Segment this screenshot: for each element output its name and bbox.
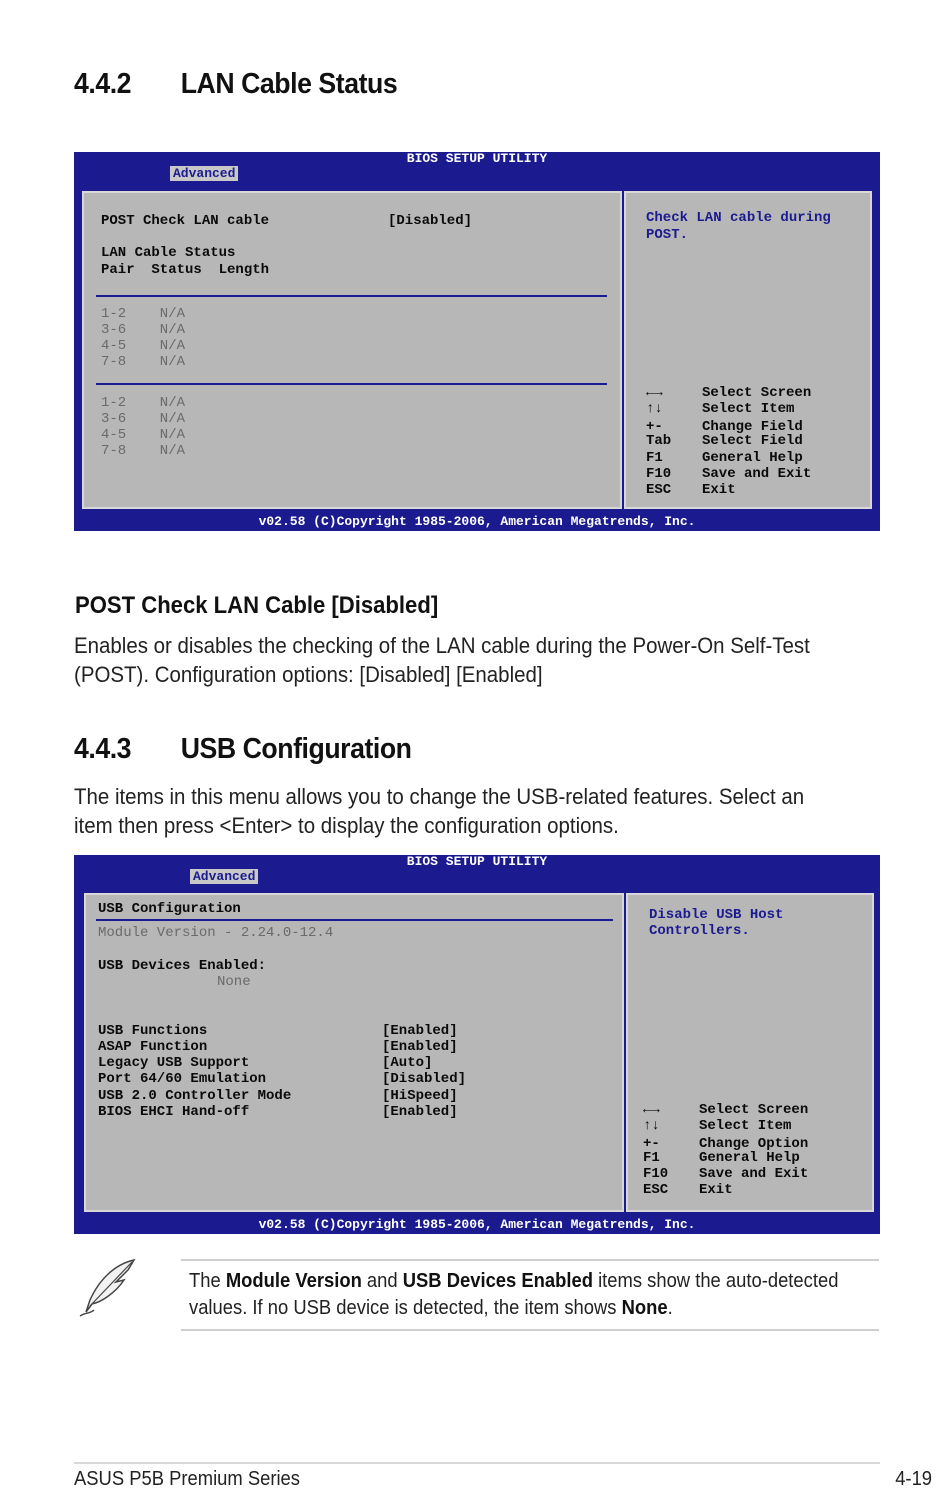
legacy-usb-label[interactable]: Legacy USB Support (98, 1055, 250, 1071)
section-title: LAN Cable Status (180, 68, 398, 100)
body-line: item then press <Enter> to display the configuration options. (74, 813, 619, 838)
key-desc: Change Option (699, 1136, 809, 1152)
pair-row: 1-2 N/A (101, 306, 186, 322)
bios-title: BIOS SETUP UTILITY (406, 151, 548, 166)
footer-product: ASUS P5B Premium Series (74, 1468, 300, 1490)
key-legend-row (643, 1182, 733, 1198)
asap-function-label[interactable]: ASAP Function (98, 1039, 208, 1055)
plus-minus-key: +- (643, 1136, 660, 1152)
arrows-lr-icon: ←→ (646, 385, 663, 401)
key-desc: General Help (699, 1150, 800, 1166)
note-fragment: items show the auto-detected (592, 1270, 839, 1292)
section-body (74, 782, 818, 840)
key-desc: Select Item (702, 401, 795, 417)
pair-row: 3-6 N/A (101, 322, 186, 338)
key-legend-row (643, 1166, 808, 1182)
key-legend-row (643, 1118, 791, 1134)
note-top-rule (181, 1259, 879, 1261)
section-number: 4.4.2 (74, 68, 132, 100)
note-bottom-rule (181, 1329, 879, 1331)
note-term: USB Devices Enabled (402, 1270, 593, 1292)
section-heading-lan-cable (74, 68, 397, 101)
help-text-line: Controllers. (649, 923, 750, 939)
section-number: 4.4.3 (74, 733, 132, 765)
bios-footer: v02.58 (C)Copyright 1985-2006, American Megatrends, Inc. (258, 1217, 696, 1232)
key-legend-row (643, 1102, 808, 1118)
usb2-controller-value[interactable]: [HiSpeed] (382, 1088, 458, 1104)
bios-footer: v02.58 (C)Copyright 1985-2006, American Megatrends, Inc. (258, 514, 696, 529)
key-desc: Select Field (702, 433, 803, 449)
key-desc: Select Item (699, 1118, 792, 1134)
key-legend-row (646, 433, 803, 449)
key-legend-row (646, 466, 811, 482)
help-text-line: Disable USB Host (649, 907, 784, 923)
port-emulation-value[interactable]: [Disabled] (382, 1071, 467, 1087)
plus-minus-key: +- (646, 419, 663, 435)
body-line: (POST). Configuration options: [Disabled] [Enabled] (74, 662, 543, 687)
note-fragment: values. If no USB device is detected, the item shows (189, 1297, 622, 1319)
lan-columns-header: Pair Status Length (101, 262, 270, 278)
key-legend-row (643, 1150, 800, 1166)
f10-key: F10 (646, 466, 672, 482)
key-legend-row (646, 401, 794, 417)
note-fragment: . (667, 1297, 673, 1319)
legacy-usb-value[interactable]: [Auto] (382, 1055, 433, 1071)
esc-key: ESC (643, 1182, 669, 1198)
key-legend-row (646, 385, 811, 401)
feather-pen-icon (76, 1256, 140, 1320)
lan-cable-status-label: LAN Cable Status (101, 245, 236, 261)
pair-row: 7-8 N/A (101, 443, 186, 459)
post-check-lan-label[interactable]: POST Check LAN cable (101, 213, 270, 229)
usb-functions-label[interactable]: USB Functions (98, 1023, 208, 1039)
arrows-lr-icon: ←→ (643, 1102, 660, 1118)
bios-screen-lan (74, 152, 880, 531)
note-fragment: and (361, 1270, 403, 1292)
arrows-ud-icon: ↑↓ (643, 1118, 660, 1134)
divider (96, 295, 607, 297)
pair-row: 4-5 N/A (101, 427, 186, 443)
section-heading-usb (74, 733, 412, 766)
tab-key: Tab (646, 433, 672, 449)
key-desc: Exit (699, 1182, 733, 1198)
f1-key: F1 (646, 450, 663, 466)
key-desc: Save and Exit (699, 1166, 809, 1182)
key-desc: General Help (702, 450, 803, 466)
body-line: Enables or disables the checking of the LAN cable during the Power-On Self-Test (74, 633, 810, 658)
pair-row: 4-5 N/A (101, 338, 186, 354)
key-desc: Save and Exit (702, 466, 812, 482)
key-legend-row (646, 450, 803, 466)
usb-functions-value[interactable]: [Enabled] (382, 1023, 458, 1039)
post-check-lan-value[interactable]: [Disabled] (388, 213, 473, 229)
tab-advanced[interactable]: Advanced (170, 166, 238, 181)
help-text-line: POST. (646, 227, 689, 243)
ehci-handoff-value[interactable]: [Enabled] (382, 1104, 458, 1120)
ehci-handoff-label[interactable]: BIOS EHCI Hand-off (98, 1104, 250, 1120)
arrows-ud-icon: ↑↓ (646, 401, 663, 417)
note-term: Module Version (225, 1270, 362, 1292)
note-text (189, 1268, 839, 1322)
esc-key: ESC (646, 482, 672, 498)
key-desc: Exit (702, 482, 736, 498)
note-term: None (621, 1297, 668, 1319)
usb2-controller-label[interactable]: USB 2.0 Controller Mode (98, 1088, 292, 1104)
key-desc: Change Field (702, 419, 803, 435)
usb-devices-value: None (217, 974, 251, 990)
section-title: USB Configuration (180, 733, 412, 765)
port-emulation-label[interactable]: Port 64/60 Emulation (98, 1071, 267, 1087)
bios-screen-usb (74, 855, 880, 1234)
key-desc: Select Screen (702, 385, 812, 401)
key-legend-row (646, 482, 736, 498)
pair-row: 7-8 N/A (101, 354, 186, 370)
asap-function-value[interactable]: [Enabled] (382, 1039, 458, 1055)
f10-key: F10 (643, 1166, 669, 1182)
divider (96, 919, 613, 921)
pair-row: 3-6 N/A (101, 411, 186, 427)
footer-page-number: 4-19 (895, 1468, 932, 1490)
help-text-line: Check LAN cable during (646, 210, 831, 226)
footer-rule (74, 1462, 880, 1464)
bios-title: BIOS SETUP UTILITY (406, 854, 548, 869)
usb-devices-label: USB Devices Enabled: (98, 958, 267, 974)
subsection-heading: POST Check LAN Cable [Disabled] (75, 592, 439, 619)
tab-advanced[interactable]: Advanced (190, 869, 258, 884)
key-desc: Select Screen (699, 1102, 809, 1118)
note-fragment: The (189, 1270, 226, 1292)
subsection-body (74, 631, 818, 689)
pair-row: 1-2 N/A (101, 395, 186, 411)
divider (96, 383, 607, 385)
usb-config-heading: USB Configuration (98, 901, 241, 917)
f1-key: F1 (643, 1150, 660, 1166)
body-line: The items in this menu allows you to change the USB-related features. Select an (74, 784, 805, 809)
module-version: Module Version - 2.24.0-12.4 (98, 925, 334, 941)
